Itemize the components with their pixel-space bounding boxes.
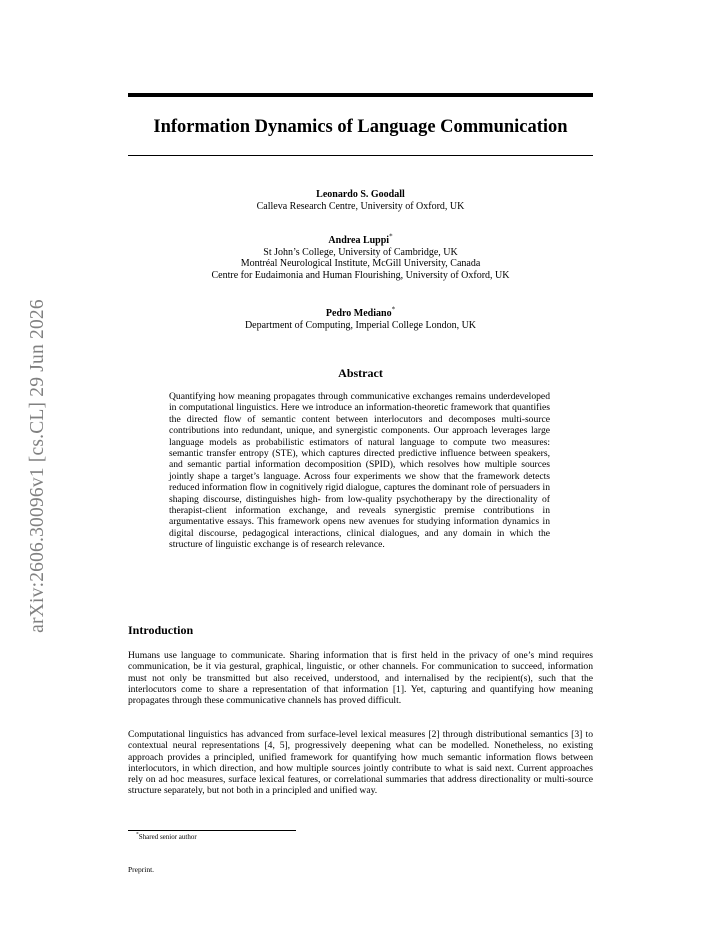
author-affiliation: Department of Computing, Imperial College London, UK [244, 319, 477, 331]
preprint-label: Preprint. [128, 865, 155, 874]
arxiv-identifier-text: arXiv:2606.30096v1 [cs.CL] 29 Jun 2026 [27, 299, 48, 633]
author-name: Andrea Luppi [328, 235, 390, 246]
footnote-text: Shared senior author [138, 833, 197, 841]
paper-title: Information Dynamics of Language Communication [153, 117, 568, 137]
title-top-rule [128, 93, 593, 97]
author-name-line [128, 232, 593, 247]
author-name: Pedro Mediano [325, 308, 392, 319]
footnote-mark: * [136, 831, 139, 838]
author-footnote-mark: * [389, 232, 393, 241]
abstract-text: Quantifying how meaning propagates through communicative exchanges remains underdeveloped in computational linguistics. Here we introduce an information-theoretic framework that quantifies the directed flow of semantic content between interlocutors and decomposes multi-source contributions into redundant, unique, and synergistic components. Our approach leverages large language models as probabilistic estimators of natural language to compute two measures: semantic transfer entropy (STE), which captures directed predictive influence between speakers, and semantic partial information decomposition (SPID), which resolves how multiple sources jointly shape a target’s language. Across four experiments we show that the framework detects reduced information flow in cognitively rigid dialogue, captures the dominant role of persuaders in shaping discourse, distinguishes high- from low-quality psychotherapy by the directionality of therapist-client information exchange, and reveals synergistic premise contributions in argumentative essays. This framework opens new avenues for studying information dynamics in digital discourse, pedagogical interactions, clinical dialogues, and any domain in which the structure of linguistic exchange is of research relevance. [169, 391, 550, 551]
author-affiliation: Calleva Research Centre, University of Oxford, UK [256, 200, 465, 212]
arxiv-identifier-stamp [18, 262, 58, 670]
author-name-line [128, 305, 593, 320]
footnote-rule [128, 830, 296, 831]
author-footnote-mark: * [391, 305, 396, 314]
footnote [136, 833, 197, 841]
author-block [128, 189, 593, 212]
title-bottom-rule [128, 155, 593, 156]
introduction-paragraph: Humans use language to communicate. Sharing information that is first held in the privacy of one’s mind requires communication, be it via gestural, graphical, linguistic, or other channels. For communication to succeed, information must not only be transmitted but also received, understood, and internalised by the recipient(s), such that the interlocutors come to share a representation of that information [1]. Yet, capturing and quantifying how meaning propagates through these communicative channels has proved difficult. [128, 650, 593, 707]
author-affiliation: Montréal Neurological Institute, McGill University, Canada [240, 258, 481, 269]
author-name-line [128, 189, 593, 201]
author-block [128, 232, 593, 281]
introduction-heading: Introduction [128, 623, 194, 637]
abstract-heading: Abstract [338, 366, 383, 380]
author-affiliation: Centre for Eudaimonia and Human Flourishing, University of Oxford, UK [211, 269, 510, 281]
author-name: Leonardo S. Goodall [316, 189, 405, 200]
introduction-paragraph: Computational linguistics has advanced from surface-level lexical measures [2] through distributional semantics [3] to contextual neural representations [4, 5], progressively deepening what can be modelled. Nonetheless, no existing approach provides a principled, unified framework for quantifying how much semantic information flows between interlocutors, in which direction, and how multiple sources jointly contribute to what is said next. Current approaches rely on ad hoc measures, surface lexical features, or correlational summaries that address directionality or multi-source structure separately, but not both in a principled and unified way. [128, 729, 593, 797]
author-block [128, 305, 593, 331]
author-affiliation: St John’s College, University of Cambridge, UK [263, 246, 458, 258]
